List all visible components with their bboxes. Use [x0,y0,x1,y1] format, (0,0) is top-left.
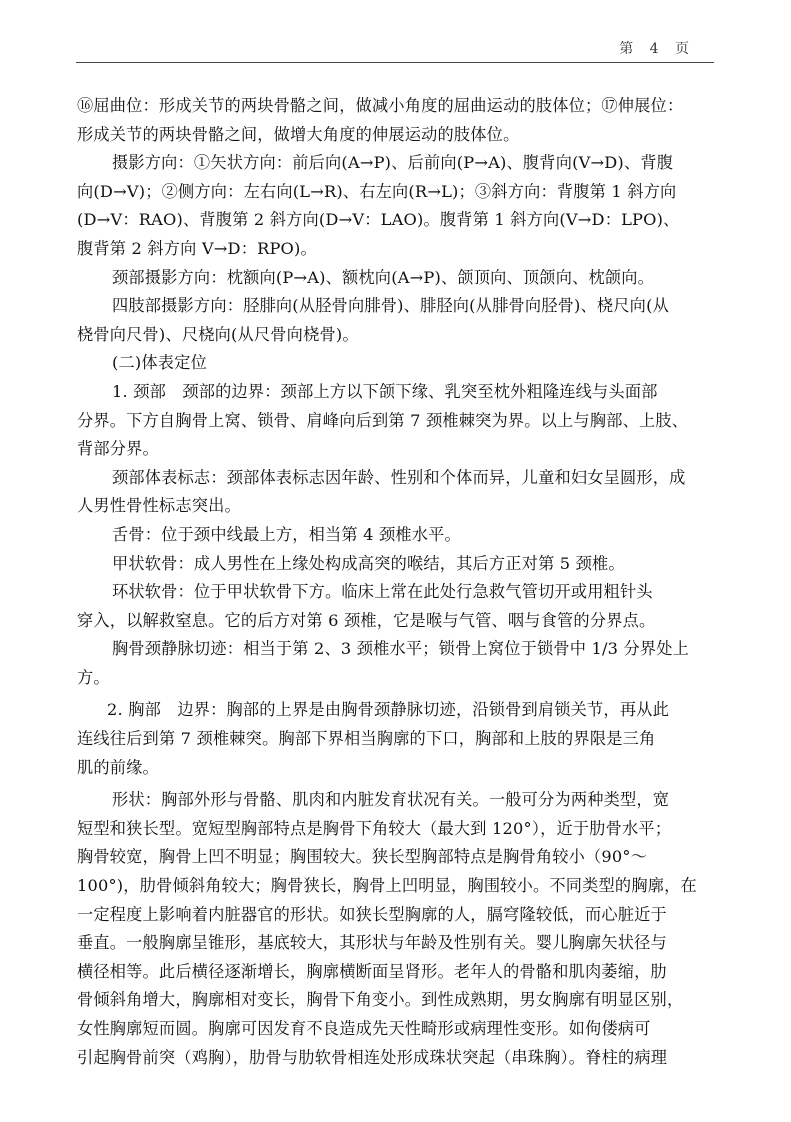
text-line: 颈部体表标志：颈部体表标志因年龄、性别和个体而异，儿童和妇女呈圆形，成 [112,467,686,487]
text-line: 分界。下方自胸骨上窝、锁骨、肩峰向后到第 7 颈椎棘突为界。以上与胸部、上肢、 [77,410,689,430]
text-line: 胸骨较宽，胸骨上凹不明显；胸围较大。狭长型胸部特点是胸骨角较小（90°～ [77,847,648,867]
text-line: 颈部摄影方向：枕额向(P→A)、额枕向(A→P)、颌顶向、顶颌向、枕颌向。 [112,267,655,287]
text-line: 引起胸骨前突（鸡胸），肋骨与肋软骨相连处形成珠状突起（串珠胸）。脊柱的病理 [77,1047,668,1067]
text-line: 背部分界。 [77,439,159,459]
text-line: 横径相等。此后横径逐渐增长，胸廓横断面呈肾形。老年人的骨骼和肌肉萎缩，肋 [77,961,667,981]
text-line: 穿入，以解救窒息。它的后方对第 6 颈椎，它是喉与气管、咽与食管的分界点。 [77,610,656,630]
text-line: 摄影方向：①矢状方向：前后向(A→P)、后前向(P→A)、腹背向(V→D)、背腹 [112,153,674,173]
text-line: 形状：胸部外形与骨骼、肌肉和内脏发育状况有关。一般可分为两种类型，宽 [112,790,670,810]
text-line: 腹背第 2 斜方向 V→D：RPO)。 [77,238,317,258]
text-line: 甲状软骨：成人男性在上缘处构成高突的喉结，其后方正对第 5 颈椎。 [112,553,625,573]
text-line: 1. 颈部 颈部的边界：颈部上方以下颌下缘、乳突至枕外粗隆连线与头面部 [112,381,658,401]
text-line: 一定程度上影响着内脏器官的形状。如狭长型胸廓的人，膈穹隆较低，而心脏近于 [77,904,667,924]
text-line: 胸骨颈静脉切迹：相当于第 2、3 颈椎水平；锁骨上窝位于锁骨中 1/3 分界处上 [112,639,690,659]
text-line: 向(D→V)；②侧方向：左右向(L→R)、右左向(R→L)；③斜方向：背腹第 1 斜方向 [77,181,677,201]
text-line: 骨倾斜角增大，胸廓相对变长，胸骨下角变小。到性成熟期，男女胸廓有明显区别， [77,990,684,1010]
header-divider [76,62,714,63]
text-line: 短型和狭长型。宽短型胸部特点是胸骨下角较大（最大到 120°），近于肋骨水平； [77,818,672,838]
text-line: 人男性骨性标志突出。 [77,496,241,516]
text-line: 形成关节的两块骨骼之间，做增大角度的伸展运动的肢体位。 [77,124,520,144]
text-line: 桡骨向尺骨)、尺桡向(从尺骨向桡骨)。 [77,324,359,344]
page-number: 第 4 页 [619,41,695,57]
text-line: 方。 [77,667,110,687]
text-line: 四肢部摄影方向：胫腓向(从胫骨向腓骨)、腓胫向(从腓骨向胫骨)、桡尺向(从 [112,296,669,316]
text-line: 舌骨：位于颈中线最上方，相当第 4 颈椎水平。 [112,524,461,544]
text-line: ⑯屈曲位：形成关节的两块骨骼之间，做减小角度的屈曲运动的肢体位；⑰伸展位： [77,96,684,115]
text-line: 肌的前缘。 [77,757,159,777]
text-line: 连线往后到第 7 颈椎棘突。胸部下界相当胸廓的下口，胸部和上肢的界限是三角 [77,729,656,749]
text-line: 环状软骨：位于甲状软骨下方。临床上常在此处行急救气管切开或用粗针头 [112,582,653,602]
document-body [77,92,715,1072]
text-line: 垂直。一般胸廓呈锥形，基底较大，其形状与年龄及性别有关。婴儿胸廓矢状径与 [77,933,667,953]
text-line: (二)体表定位 [112,353,207,373]
text-line: 100°)，肋骨倾斜角较大；胸骨狭长，胸骨上凹明显，胸围较小。不同类型的胸廓，在 [77,876,697,896]
page-header [0,0,791,60]
text-line: (D→V：RAO)、背腹第 2 斜方向(D→V：LAO)。腹背第 1 斜方向(V→D：LPO)、 [77,210,680,230]
text-line: 女性胸廓短而圆。胸廓可因发育不良造成先天性畸形或病理性变形。如佝偻病可 [77,1019,651,1038]
text-line: 2. 胸部 边界：胸部的上界是由胸骨颈静脉切迹，沿锁骨到肩锁关节，再从此 [107,700,669,720]
